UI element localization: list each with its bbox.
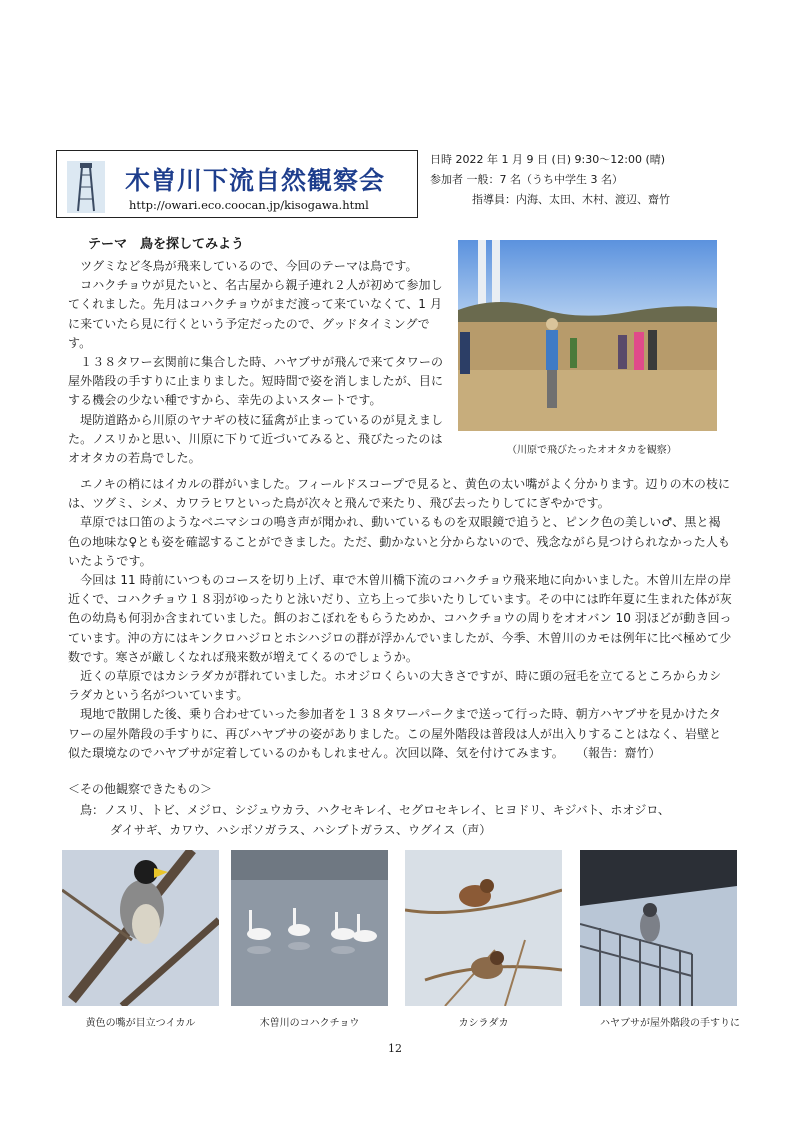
bird-list-line: 鳥：ノスリ、トビ、メジロ、シジュウカラ、ハクセキレイ、セグロセキレイ、ヒヨドリ、キジバト、ホオジロ、 [80,803,670,817]
photo-caption: カシラダカ [458,1018,509,1029]
paragraph: 草原では口笛のようなベニマシコの鳴き声が聞かれ、動いているものを双眼鏡で追うと、ピンク色の美しい♂、黒と褐色の地味な♀とも姿を確認することができました。ただ、動かないと分からないので、残念ながら見つけられなかった人もいたようです。 [68,515,731,568]
photo-swans [231,850,388,1006]
photo-caption: ハヤブサが屋外階段の手すりに [600,1018,740,1029]
theme-heading: テーマ 鳥を探してみよう [88,237,245,252]
photo-falcon [580,850,737,1006]
page-title: 木曽川下流自然観察会 [125,166,386,195]
paragraph: エノキの梢にはイカルの群がいました。フィールドスコープで見ると、黄色の太い嘴がよく分かります。辺りの木の枝には、ツグミ、シメ、カワラヒワといった鳥が次々と飛んで来たり、飛び去ったりしてにぎやかです。 [68,477,731,511]
event-meta [430,150,670,210]
paragraph: 近くの草原ではカシラダカが群れていました。ホオジロくらいの大きさですが、時に頭の冠毛を立てるところからカシラダカという名がついています。 [68,669,722,703]
paragraph: 今回は 11 時前にいつものコースを切り上げ、車で木曽川橋下流のコハクチョウ飛来地に向かいました。木曽川左岸の岸近くで、コハクチョウ１８羽がゆったりと泳いだり、立ち上って歩いたりしています。その中には昨年夏に生まれた体が灰色の幼鳥も何羽か含まれていました。餌のおこぼれをもらうためか、コハクチョウの周りをオオバン 10 羽ほどが動き回っています。沖の方にはキンクロハジロとホシハジロの群が浮かんでいましたが、今季、木曽川のカモは例年に比べ極めて少数です。寒さが厳しくなれば飛来数が増えてくるのでしょうか。 [68,573,732,664]
bird-list-line: ダイサギ、カワウ、ハシボソガラス、ハシブトガラス、ウグイス（声） [110,822,492,837]
report-text-top [68,257,446,468]
paragraph: コハクチョウが見たいと、名古屋から親子連れ２人が初めて参加してくれました。先月はコハクチョウがまだ渡って来ていなくて、1 月に来ていたら見に行くという予定だったので、グッドタイミングです。 [68,278,443,350]
main-photo-caption: （川原で飛びたったオオタカを観察） [507,445,677,456]
bird-list [80,801,670,840]
paragraph: 現地で散開した後、乗り合わせていった参加者を１３８タワーパークまで送って行った時、朝方ハヤブサを見かけたタワーの屋外階段の手すりに、再びハヤブサの姿がありました。この屋外階段は普段は人が出入りすることはなく、岩壁と似た環境なのでハヤブサが定着しているのかもしれません。次回以降、気を付けてみます。 （報告：齋竹） [68,707,722,760]
title-box [56,150,418,218]
event-date: 日時 2022 年 1 月 9 日 (日) 9:30～12:00 (晴) [430,153,666,166]
event-participants: 参加者 一般：7 名（うち中学生 3 名） [430,173,623,186]
paragraph: 堤防道路から川原のヤナギの枝に猛禽が止まっているのが見えました。ノスリかと思い、川原に下りて近づいてみると、飛びたったのはオオタカの若鳥でした。 [68,412,444,466]
report-text-bottom [68,475,732,763]
photo-caption: 黄色の嘴が目立つイカル [85,1018,196,1029]
site-url[interactable]: http://owari.eco.coocan.jp/kisogawa.html [129,198,369,212]
page-number: 12 [388,1042,402,1055]
tower-logo-icon [67,161,105,213]
main-photo [458,240,717,431]
photo-caption: 木曽川のコハクチョウ [259,1018,360,1029]
paragraph: ツグミなど冬鳥が飛来しているので、今回のテーマは鳥です。 [68,259,418,273]
other-observed-heading: ＜その他観察できたもの＞ [68,782,213,796]
event-guides: 指導員：内海、太田、木村、渡辺、齋竹 [472,193,670,206]
paragraph: １３８タワー玄関前に集合した時、ハヤブサが飛んで来てタワーの屋外階段の手すりに止まりました。短時間で姿を消しましたが、目にする機会の少ない種ですから、幸先のよいスタートです。 [68,355,444,408]
photo-rustic-bunting [405,850,562,1006]
photo-hawfinch [62,850,219,1006]
